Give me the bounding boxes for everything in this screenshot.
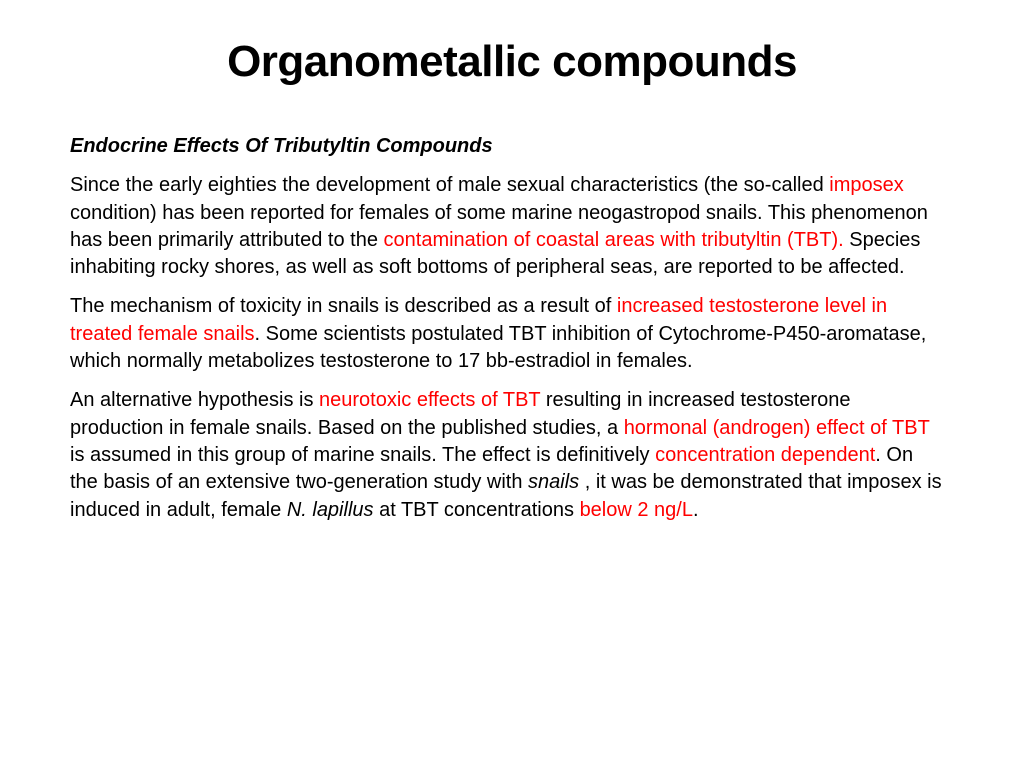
slide-title: Organometallic compounds bbox=[227, 37, 797, 86]
paragraph-imposex bbox=[70, 172, 945, 281]
body-text: is assumed in this group of marine snails. The effect is definitively bbox=[70, 443, 656, 466]
body-text: The mechanism of toxicity in snails is described as a result of bbox=[70, 295, 617, 318]
body-text: Since the early eighties the development of male sexual characteristics (the so-called bbox=[70, 174, 830, 197]
body-text: condition) has been reported for females of some marine neogastropod snails. This phenomenon has been primarily attributed to the bbox=[70, 201, 928, 251]
italic-text: snails bbox=[528, 471, 580, 494]
highlighted-text: below 2 ng/L bbox=[579, 498, 693, 521]
body-text: . bbox=[692, 498, 699, 521]
highlighted-text: contamination of coastal areas with tributyltin (TBT). bbox=[383, 228, 844, 251]
paragraph-hypothesis bbox=[70, 387, 945, 523]
slide-body bbox=[70, 133, 945, 536]
highlighted-text: concentration dependent bbox=[655, 443, 876, 466]
highlighted-text: hormonal (androgen) effect of TBT bbox=[623, 416, 930, 439]
body-text: Species inhabiting rocky shores, as well as soft bottoms of peripheral seas, are reported to be affected. bbox=[70, 228, 921, 279]
body-text: resulting in increased testosterone production in female snails. Based on the published studies, a bbox=[70, 389, 851, 439]
highlighted-text: neurotoxic effects of TBT bbox=[319, 389, 541, 412]
body-text: at TBT concentrations bbox=[373, 498, 580, 521]
body-text: An alternative hypothesis is bbox=[70, 389, 320, 412]
body-text: , it was be demonstrated that imposex is induced in adult, female bbox=[70, 471, 942, 521]
body-text: . On the basis of an extensive two-generation study with bbox=[70, 443, 914, 494]
section-subtitle: Endocrine Effects Of Tributyltin Compounds bbox=[70, 135, 493, 157]
highlighted-text: imposex bbox=[829, 174, 904, 197]
highlighted-text: increased testosterone level in treated female snails bbox=[70, 295, 888, 345]
paragraph-mechanism bbox=[70, 293, 945, 375]
italic-text: N. lapillus bbox=[286, 498, 374, 521]
body-text: . Some scientists postulated TBT inhibition of Cytochrome-P450-aromatase, which normally metabolizes testosterone to 17 bb-estradiol in females. bbox=[70, 322, 927, 373]
